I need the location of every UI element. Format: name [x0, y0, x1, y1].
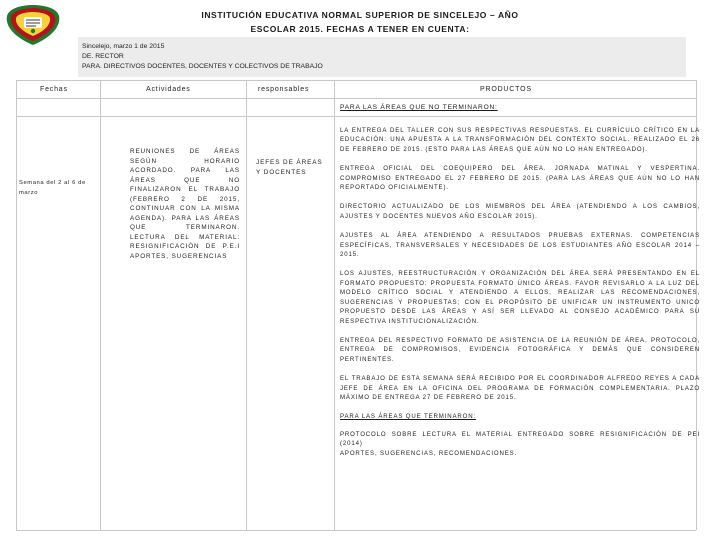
producto-item: EL TRABAJO DE ESTA SEMANA SERÁ RECIBIDO POR EL COORDINADOR ALFREDO REYES A CADA JEFE DE ÁREA EN LA OFICINA DEL PROGRAMA DE FORMACIÓN COMPLEMENTARIA. PLAZO MÁXIMO DE ENTREGA 27 DE FEBRERO DE 2015. — [340, 375, 700, 401]
section-note-terminaron: PARA LAS ÁREAS QUE TERMINARON: — [340, 413, 477, 421]
section-note-no-terminaron: PARA LAS ÁREAS QUE NO TERMINARON: — [340, 104, 498, 111]
column-divider-responsables — [334, 80, 335, 530]
producto-item: ENTREGA OFICIAL DEL COEQUIPERO DEL ÁREA. JORNADA MATINAL Y VESPERTINA. COMPROMISO ENTREGADO EL 27 FEBRERO DE 2015. (PARA LAS ÁREAS QUE AÚN NO LO HAN REPORTADO OFICIALMENTE). — [340, 165, 700, 192]
memo-date: Sincelejo, marzo 1 de 2015 — [82, 43, 165, 50]
header-fechas: Fechas — [40, 86, 68, 93]
document-title — [150, 8, 570, 36]
actividades-cell: REUNIONES DE ÁREAS SEGÚN HORARIO ACORDADO. PARA LAS ÁREAS QUE NO FINALIZARON EL TRABAJO (FEBRERO 2 DE 2015, CONTINUAR CON LA MISMA AGENDA). PARA LAS ÁREAS QUE TERMINARON. LECTURA DEL MATERIAL: RESIGNIFICACIÓN DE P.E.I APORTES, SUGERENCIAS — [130, 148, 240, 261]
title-line-1: INSTITUCIÓN EDUCATIVA NORMAL SUPERIOR DE SINCELEJO – AÑO — [201, 10, 519, 20]
institution-shield-icon — [4, 4, 62, 46]
responsables-cell: JEFES DE ÁREAS Y DOCENTES — [256, 159, 323, 176]
memo-box — [78, 37, 686, 77]
producto-item: AJUSTES AL ÁREA ATENDIENDO A RESULTADOS PRUEBAS EXTERNAS. COMPETENCIAS ESPECÍFICAS, TRANSVERSALES Y NECESIDADES DE LOS ESTUDIANTES AÑO ESCOLAR 2014 – 2015. — [340, 232, 700, 259]
table-top-border — [16, 80, 696, 81]
productos-cell — [340, 126, 700, 458]
section-row-border — [16, 116, 696, 117]
header-responsables: responsables — [258, 86, 310, 93]
memo-to: PARA. DIRECTIVOS DOCENTES, DOCENTES Y COLECTIVOS DE TRABAJO — [82, 63, 323, 70]
title-line-2: ESCOLAR 2015. FECHAS A TENER EN CUENTA: — [250, 24, 470, 34]
producto-item: LA ENTREGA DEL TALLER CON SUS RESPECTIVAS RESPUESTAS. EL CURRÍCULO CRÍTICO EN LA EDUCACIÓN: UNA APUESTA A LA TRANSFORMACIÓN DEL CONTEXTO SOCIAL. REALIZADO EL 26 DE FEBRERO DE 2015. (ESTO PARA LAS ÁREAS QUE AÚN NO LO HAN ENTREGADO). — [340, 127, 700, 153]
header-row-border — [16, 98, 696, 99]
header-actividades: Actividades — [146, 86, 191, 93]
producto-item: APORTES, SUGERENCIAS, RECOMENDACIONES. — [340, 449, 518, 457]
header-productos: PRODUCTOS — [480, 86, 532, 93]
table-left-border — [16, 80, 17, 530]
column-divider-fechas — [100, 80, 101, 530]
fecha-cell: Semana del 2 al 6 de marzo — [19, 180, 86, 196]
producto-item: ENTREGA DEL RESPECTIVO FORMATO DE ASISTENCIA DE LA REUNIÓN DE ÁREA, PROTOCOLO, ENTREGA DE COMPROMISOS, EVIDENCIA FOTOGRÁFICA Y DEMÁS QUE CONSIDEREN PERTINENTES. — [340, 336, 700, 363]
producto-item: PROTOCOLO SOBRE LECTURA EL MATERIAL ENTREGADO SOBRE RESIGNIFICACIÓN DE PEI (2014) — [340, 430, 700, 448]
producto-item: DIRECTORIO ACTUALIZADO DE LOS MIEMBROS DEL ÁREA (ATENDIENDO A LOS CAMBIOS, AJUSTES Y DOCENTES NUEVOS AÑO ESCOLAR 2015). — [340, 203, 700, 220]
producto-item: LOS AJUSTES, REESTRUCTURACIÓN Y ORGANIZACIÓN DEL ÁREA SERÁ PRESENTANDO EN EL FORMATO PROPUESTO: PROPUESTA FORMATO ÚNICO ÁREAS. FAVOR REVISARLO A LA LUZ DEL MODELO CRÍTICO SOCIAL Y ATENDIENDO A ELLOS, REALIZAR LAS RECOMENDACIONES, SUGERENCIAS Y PROPUESTAS; CON EL PROPÓSITO DE UNIFICAR UN INSTRUMENTO UNICO PROPUESTO DESDE LAS ÁREAS Y ASÍ SER LLEVADO AL CONSEJO ACADÉMICO PARA SU RESPECTIVA INSTITUCIONALIZACIÓN. — [340, 270, 700, 325]
memo-from: DE. RECTOR — [82, 53, 124, 60]
column-divider-actividades — [246, 80, 247, 530]
table-bottom-border — [16, 530, 696, 531]
